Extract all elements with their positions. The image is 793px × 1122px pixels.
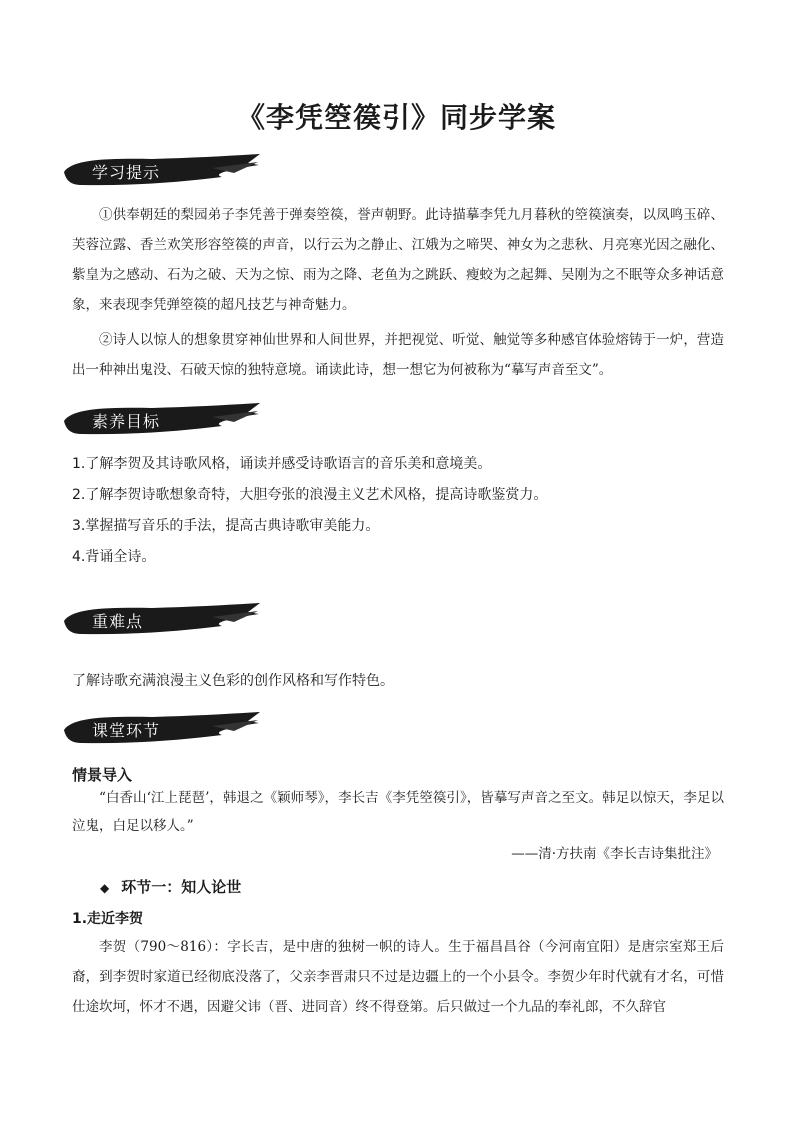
section-banner-key-points (62, 601, 262, 639)
section-heading: 学习提示 (92, 163, 161, 182)
section-heading: 重难点 (92, 612, 144, 631)
list-item: 3.掌握描写音乐的手法，提高古典诗歌审美能力。 (72, 518, 380, 534)
paragraph: ②诗人以惊人的想象贯穿神仙世界和人间世界，并把视觉、听觉、触觉等多种感官体验熔铸于一炉，营造出一种神出鬼没、石破天惊的独特意境。诵读此诗，想一想它为何被称为“摹写声音至文”。 (72, 332, 724, 378)
intro-quote: “白香山‘江上琵琶’，韩退之《颖师琴》，李长吉《李凭箜篌引》，皆摹写声音之至文。韩足以惊天，李足以泣鬼，白足以移人。” (72, 790, 724, 834)
section-banner-tips (62, 152, 262, 190)
list-item: 1.了解李贺及其诗歌风格，诵读并感受诗歌语言的音乐美和意境美。 (72, 456, 492, 472)
list-item: 2.了解李贺诗歌想象奇特，大胆夸张的浪漫主义艺术风格，提高诗歌鉴赏力。 (72, 487, 548, 503)
paragraph: ①供奉朝廷的梨园弟子李凭善于弹奏箜篌，誉声朝野。此诗描摹李凭九月暮秋的箜篌演奏，以凤鸣玉碎、芙蓉泣露、香兰欢笑形容箜篌的声音，以行云为之静止、江娥为之啼哭、神女为之悲秋、月亮寒光因之融化、紫皇为之感动、石为之破、天为之惊、雨为之降、老鱼为之跳跃、瘦蛟为之起舞、吴刚为之不眠等众多神话意象，来表现李凭弹箜篌的超凡技艺与神奇魅力。 (72, 207, 724, 313)
section-heading: 课堂环节 (92, 721, 161, 740)
quote-source: ——清·方扶南《李长吉诗集批注》 (511, 846, 718, 862)
bio-paragraph: 李贺（790～816）：字长吉，是中唐的独树一帜的诗人。生于福昌昌谷（今河南宜阳）是唐宗室郑王后裔，到李贺时家道已经彻底没落了，父亲李晋肃只不过是边疆上的一个小县令。李贺少年时代就有才名，可惜仕途坎坷，怀才不遇，因避父讳（晋、进同音）终不得登第。后只做过一个九品的奉礼郎，不久辞官 (72, 939, 724, 1015)
intro-title: 情景导入 (72, 766, 133, 784)
segment-title: 环节一：知人论世 (121, 878, 242, 896)
section-banner-goals (62, 401, 262, 439)
list-item: 4.背诵全诗。 (72, 549, 156, 565)
key-points-text: 了解诗歌充满浪漫主义色彩的创作风格和写作特色。 (72, 673, 394, 689)
section-banner-class (62, 710, 262, 748)
diamond-bullet-icon: ◆ (100, 881, 110, 895)
segment-heading (100, 876, 241, 897)
section-heading: 素养目标 (92, 412, 161, 431)
goals-list (72, 449, 724, 573)
sub-title: 1.走近李贺 (72, 911, 144, 927)
page-title: 《李凭箜篌引》同步学案 (236, 101, 556, 134)
